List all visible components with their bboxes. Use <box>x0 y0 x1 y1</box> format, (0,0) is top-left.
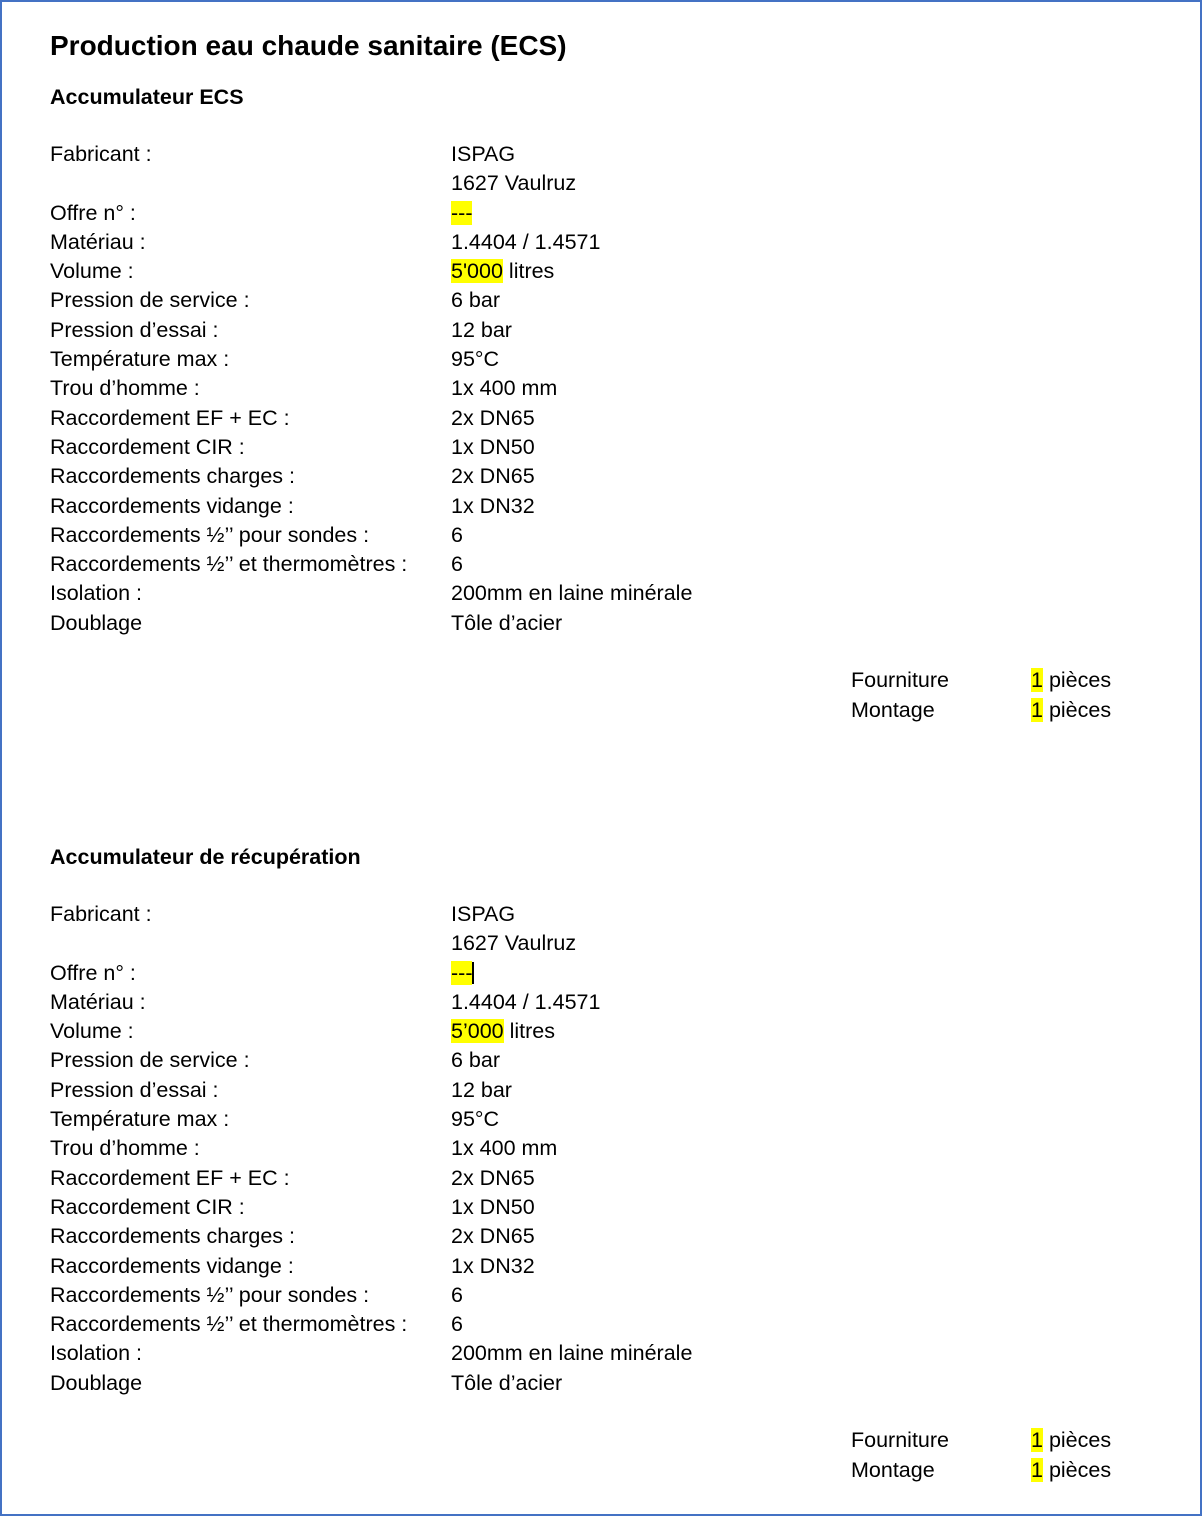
quantity-label: Fourniture <box>851 1428 949 1452</box>
spec-value: 12 bar <box>451 317 512 342</box>
spec-value: 6 bar <box>451 1048 501 1073</box>
spec-value: 12 bar <box>451 1077 512 1102</box>
quantity-unit: pièces <box>1042 697 1112 722</box>
spec-value: 6 <box>451 522 463 547</box>
quantity-label: Montage <box>851 1457 935 1482</box>
spec-label: Température max : <box>50 1107 230 1132</box>
spec-label: Raccordements ½’’ et thermomètres : <box>50 552 408 577</box>
spec-label: Raccordements ½’’ pour sondes : <box>50 522 370 547</box>
spec-value[interactable] <box>451 959 474 988</box>
spec-label: Matériau : <box>50 229 146 254</box>
spec-label: Raccordements ½’’ pour sondes : <box>50 1282 370 1307</box>
spec-value: Tôle d’acier <box>451 610 563 635</box>
spec-value: 2x DN65 <box>451 464 535 489</box>
spec-label: Pression de service : <box>50 288 250 313</box>
quantity-unit: pièces <box>1042 1457 1112 1482</box>
spec-value: 1x DN32 <box>451 1253 535 1278</box>
quantity-value <box>1031 696 1111 726</box>
spec-value: 95°C <box>451 347 500 372</box>
spec-label: Raccordement CIR : <box>50 1194 245 1219</box>
spec-label: Trou d’homme : <box>50 1136 200 1161</box>
quantity-value <box>1031 1426 1111 1456</box>
section-title-accumulateur-recuperation: Accumulateur de récupération <box>50 845 361 869</box>
spec-label: Isolation : <box>50 1341 143 1366</box>
spec-value: 95°C <box>451 1107 500 1132</box>
quantity-value <box>1031 1456 1111 1486</box>
spec-value <box>451 1017 555 1046</box>
spec-value: ISPAG <box>451 142 516 166</box>
spec-value: 1x 400 mm <box>451 1136 558 1161</box>
spec-label: Température max : <box>50 347 230 372</box>
quantity-row-montage <box>851 1456 1151 1486</box>
spec-value: 1.4404 / 1.4571 <box>451 989 601 1014</box>
quantity-block-accumulateur-ecs <box>851 666 1151 725</box>
spec-label: Offre n° : <box>50 960 136 985</box>
quantity-value <box>1031 666 1111 696</box>
spec-label: Volume : <box>50 1019 134 1044</box>
spec-label: Raccordements charges : <box>50 464 295 489</box>
highlighted-value: 1 <box>1031 668 1043 692</box>
spec-value <box>451 257 554 286</box>
spec-label: Pression d’essai : <box>50 1077 219 1102</box>
spec-value: 1x DN50 <box>451 434 535 459</box>
spec-value: ISPAG <box>451 902 516 926</box>
quantity-unit: pièces <box>1042 1428 1112 1452</box>
spec-value: 1627 Vaulruz <box>451 171 577 196</box>
spec-value: 6 <box>451 1312 463 1337</box>
spec-value: 6 bar <box>451 288 501 313</box>
spec-label: Matériau : <box>50 989 146 1014</box>
spec-value: 2x DN65 <box>451 1224 535 1249</box>
quantity-row-fourniture <box>851 666 1151 696</box>
highlighted-value: 5’000 <box>451 1019 504 1044</box>
quantity-unit: pièces <box>1042 668 1112 692</box>
spec-label: Isolation : <box>50 581 143 606</box>
highlighted-value: --- <box>451 200 473 225</box>
highlighted-value: 5'000 <box>451 259 503 284</box>
spec-value: 1.4404 / 1.4571 <box>451 229 601 254</box>
quantity-row-montage <box>851 696 1151 726</box>
highlighted-value: 1 <box>1031 1428 1043 1452</box>
spec-label: Pression d’essai : <box>50 317 219 342</box>
spec-label: Volume : <box>50 259 134 284</box>
spec-value: 1x 400 mm <box>451 376 558 401</box>
spec-label: Trou d’homme : <box>50 376 200 401</box>
spec-value: 1627 Vaulruz <box>451 931 577 956</box>
spec-value: Tôle d’acier <box>451 1370 563 1395</box>
spec-label: Raccordement EF + EC : <box>50 405 290 430</box>
spec-label: Raccordement CIR : <box>50 434 245 459</box>
spec-value: 6 <box>451 1282 463 1307</box>
spec-label: Doublage <box>50 1370 143 1395</box>
spec-label: Fabricant : <box>50 142 152 166</box>
spec-label: Raccordement EF + EC : <box>50 1165 290 1190</box>
volume-unit: litres <box>503 1019 555 1044</box>
spec-value: 1x DN50 <box>451 1194 535 1219</box>
spec-value: 1x DN32 <box>451 493 535 518</box>
quantity-label: Montage <box>851 697 935 722</box>
spec-label: Raccordements vidange : <box>50 493 294 518</box>
quantity-block-accumulateur-recuperation <box>851 1426 1151 1485</box>
spec-value: 200mm en laine minérale <box>451 1341 693 1366</box>
highlighted-value: --- <box>451 960 473 985</box>
spec-value: 2x DN65 <box>451 405 535 430</box>
spec-label: Raccordements vidange : <box>50 1253 294 1278</box>
spec-label: Raccordements ½’’ et thermomètres : <box>50 1312 408 1337</box>
spec-label: Raccordements charges : <box>50 1224 295 1249</box>
highlighted-value: 1 <box>1031 697 1043 722</box>
spec-value: 2x DN65 <box>451 1165 535 1190</box>
spec-value: 200mm en laine minérale <box>451 581 693 606</box>
spec-label: Pression de service : <box>50 1048 250 1073</box>
quantity-row-fourniture <box>851 1426 1151 1456</box>
volume-unit: litres <box>502 259 555 284</box>
spec-label: Offre n° : <box>50 200 136 225</box>
spec-label: Doublage <box>50 610 143 635</box>
highlighted-value: 1 <box>1031 1457 1043 1482</box>
quantity-label: Fourniture <box>851 668 949 692</box>
spec-value: 6 <box>451 552 463 577</box>
document-title: Production eau chaude sanitaire (ECS) <box>50 30 567 61</box>
section-title-accumulateur-ecs: Accumulateur ECS <box>50 85 244 109</box>
spec-value <box>451 199 472 228</box>
text-cursor <box>472 962 474 984</box>
spec-label: Fabricant : <box>50 902 152 926</box>
